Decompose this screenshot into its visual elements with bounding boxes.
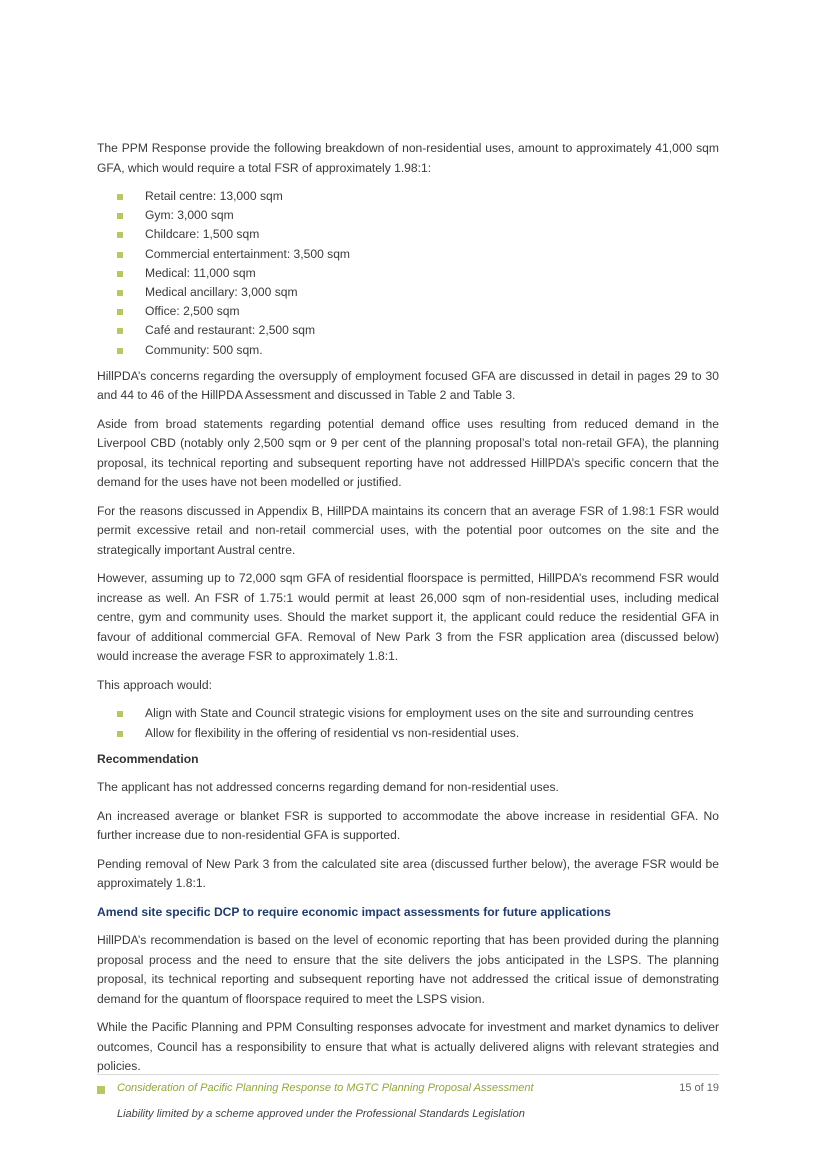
square-bullet-icon: [117, 252, 123, 258]
aside-paragraph: Aside from broad statements regarding potential demand office uses resulting from reduced demand in the Liverpool CBD (notably only 2,500 sqm or 9 per cent of the planning proposal’s total non-retail GFA), the planning proposal, its technical reporting and subsequent reporting have not addressed HillPDA’s specific concern that the demand for the uses have not been modelled or justified.: [97, 416, 719, 490]
list-item: Commercial entertainment: 3,500 sqm: [97, 245, 719, 264]
list-item: Café and restaurant: 2,500 sqm: [97, 321, 719, 340]
list-item: Medical: 11,000 sqm: [97, 264, 719, 283]
square-bullet-icon: [117, 194, 123, 200]
uses-list: [97, 187, 719, 360]
recommendation-paragraph-1: The applicant has not addressed concerns regarding demand for non-residential uses.: [97, 780, 559, 795]
footer-liability-note: Liability limited by a scheme approved under the Professional Standards Legislation: [117, 1108, 525, 1120]
square-bullet-icon: [117, 309, 123, 315]
square-bullet-icon: [117, 232, 123, 238]
page-number: 15 of 19: [679, 1082, 719, 1094]
recommendation-paragraph-3: Pending removal of New Park 3 from the calculated site area (discussed further below), the average FSR would be approximately 1.8:1.: [97, 856, 719, 891]
intro-paragraph: The PPM Response provide the following breakdown of non-residential uses, amount to approximately 41,000 sqm GFA, which would require a total FSR of approximately 1.98:1:: [97, 141, 719, 175]
list-item: Childcare: 1,500 sqm: [97, 225, 719, 244]
square-bullet-icon: [117, 348, 123, 354]
square-bullet-icon: [117, 731, 123, 737]
approach-list: [97, 704, 719, 742]
list-item: Medical ancillary: 3,000 sqm: [97, 283, 719, 302]
list-item: Retail centre: 13,000 sqm: [97, 187, 719, 206]
footer-document-title: Consideration of Pacific Planning Response to MGTC Planning Proposal Assessment: [117, 1082, 534, 1094]
recommendation-paragraph-2: An increased average or blanket FSR is supported to accommodate the above increase in residential GFA. No further increase due to non-residential GFA is supported.: [97, 808, 719, 843]
footer-square-icon: [97, 1086, 105, 1094]
square-bullet-icon: [117, 213, 123, 219]
square-bullet-icon: [117, 290, 123, 296]
list-item: Align with State and Council strategic visions for employment uses on the site and surrounding centres: [97, 704, 719, 723]
amend-paragraph-1: HillPDA’s recommendation is based on the level of economic reporting that has been provided during the planning proposal process and the need to ensure that the site delivers the jobs anticipated in the LSPS. The planning proposal, its technical reporting and subsequent reporting have not addressed the critical issue of demonstrating demand for the quantum of floorspace required to meet the LSPS vision.: [97, 933, 719, 1006]
however-paragraph: However, assuming up to 72,000 sqm GFA of residential floorspace is permitted, HillPDA’s recommend FSR would increase as well. An FSR of 1.75:1 would permit at least 26,000 sqm of non-residential uses, including medical centre, gym and community uses. Should the market support it, the applicant could reduce the residential GFA in favour of additional commercial GFA. Removal of New Park 3 from the FSR application area (discussed below) would increase the average FSR to approximately 1.8:1.: [97, 571, 719, 664]
list-item: Office: 2,500 sqm: [97, 302, 719, 321]
square-bullet-icon: [117, 271, 123, 277]
concerns-paragraph: HillPDA’s concerns regarding the oversupply of employment focused GFA are discussed in detail in pages 29 to 30 and 44 to 46 of the HillPDA Assessment and discussed in Table 2 and Table 3.: [97, 368, 719, 403]
list-item: Allow for flexibility in the offering of residential vs non-residential uses.: [97, 724, 719, 743]
reasons-paragraph: For the reasons discussed in Appendix B, HillPDA maintains its concern that an average FSR of 1.98:1 FSR would permit excessive retail and non-retail commercial uses, with the potential poor outcomes on the site and the strategically important Austral centre.: [97, 503, 719, 557]
square-bullet-icon: [117, 711, 123, 717]
list-item: Community: 500 sqm.: [97, 341, 719, 360]
recommendation-heading: Recommendation: [97, 751, 199, 766]
document-body: [97, 139, 719, 1086]
amend-paragraph-2: While the Pacific Planning and PPM Consulting responses advocate for investment and market dynamics to deliver outcomes, Council has a responsibility to ensure that what is actually delivered aligns with relevant strategies and policies.: [97, 1020, 719, 1074]
approach-paragraph: This approach would:: [97, 677, 212, 692]
list-item: Gym: 3,000 sqm: [97, 206, 719, 225]
amend-dcp-heading: Amend site specific DCP to require economic impact assessments for future applications: [97, 904, 611, 919]
square-bullet-icon: [117, 328, 123, 334]
footer-divider: [97, 1074, 719, 1075]
